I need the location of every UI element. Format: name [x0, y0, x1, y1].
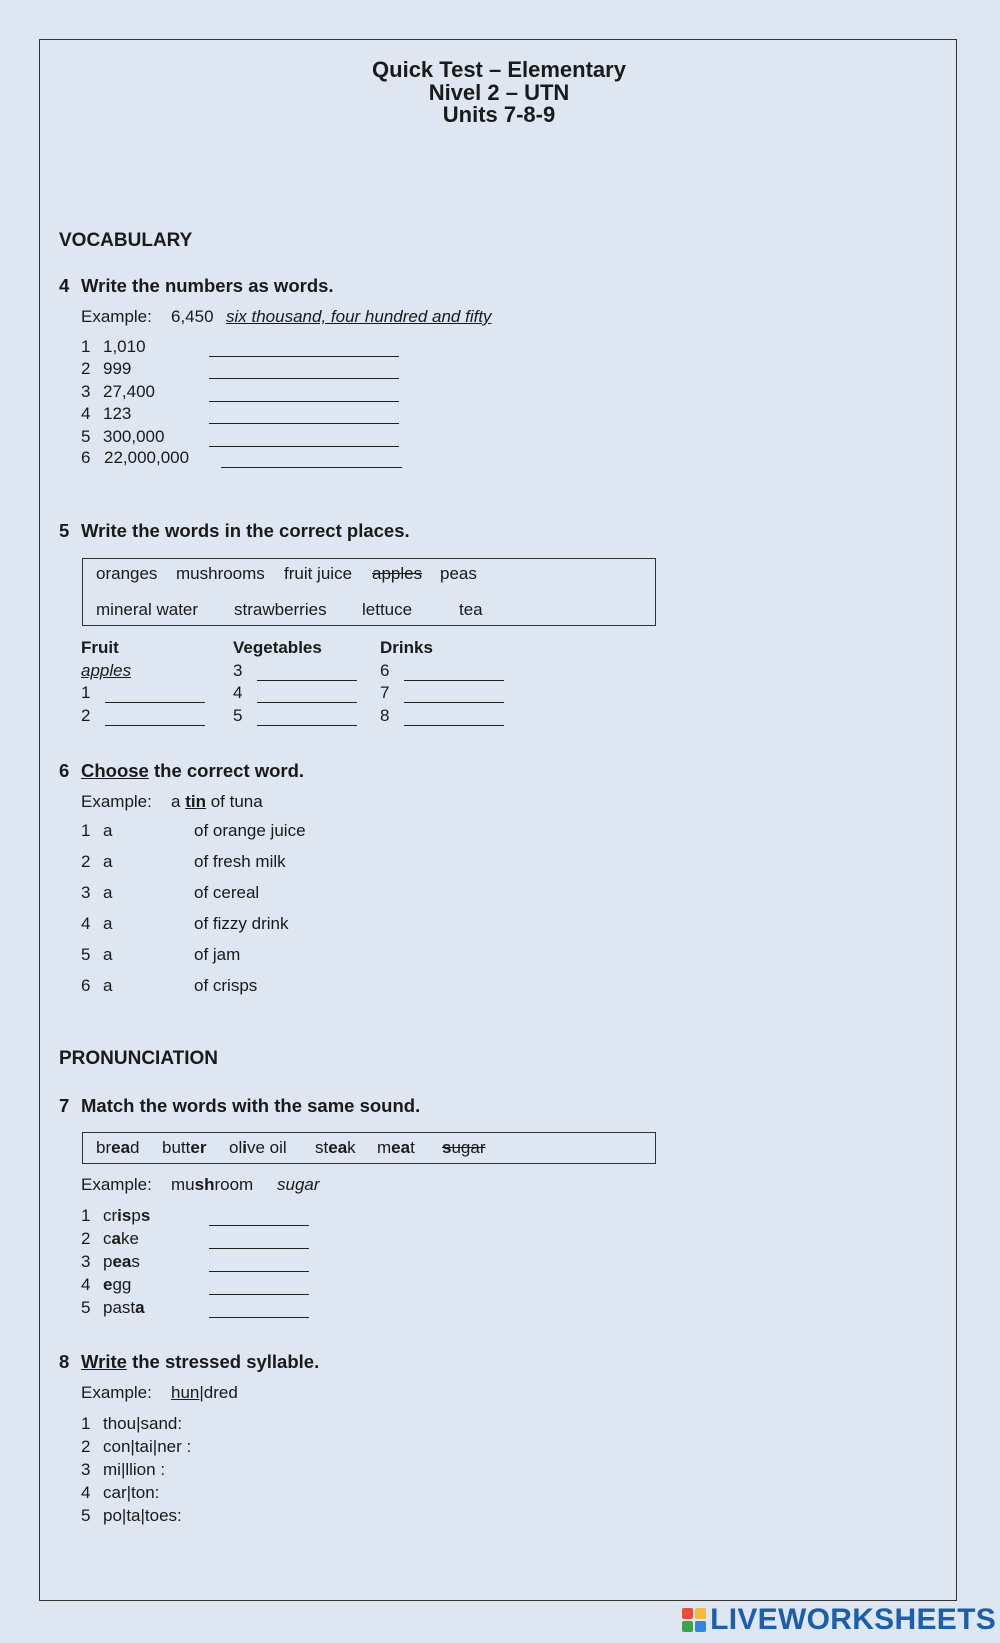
- ex8-item-2-num: 2: [81, 1437, 91, 1456]
- ex7-word-olive-oil: olive oil: [229, 1138, 287, 1157]
- ex5-col-drinks: Drinks: [380, 638, 433, 657]
- logo-square: [695, 1621, 706, 1632]
- ex4-example-answer: six thousand, four hundred and fifty: [226, 307, 492, 326]
- ex5-number: 5: [59, 520, 70, 541]
- ex4-number: 4: [59, 275, 70, 296]
- ex4-item-6-num: 6: [81, 448, 91, 467]
- title-line-1: Quick Test – Elementary: [372, 57, 626, 82]
- ex5-word-mineral-water: mineral water: [96, 600, 199, 619]
- ex7-item-5-word: pasta: [103, 1298, 145, 1317]
- ex6-item-1-num: 1: [81, 821, 91, 840]
- ex6-instruction: [81, 760, 304, 782]
- logo-square: [682, 1608, 693, 1619]
- ex6-example-label: Example:: [81, 792, 152, 811]
- ex7-item-1-word: crisps: [103, 1206, 151, 1225]
- ex4-item-3-blank[interactable]: [209, 385, 399, 402]
- ex8-item-2-word[interactable]: con|tai|ner :: [103, 1437, 192, 1456]
- ex4-item-4-num: 4: [81, 404, 91, 423]
- ex5-veg-5-blank[interactable]: [257, 709, 357, 726]
- ex5-word-fruit-juice: fruit juice: [284, 564, 353, 583]
- ex4-item-2-blank[interactable]: [209, 362, 399, 379]
- ex8-item-5-num: 5: [81, 1506, 91, 1525]
- section-vocabulary: VOCABULARY: [59, 230, 193, 251]
- worksheet-page: [39, 39, 957, 1601]
- ex8-example-word: [171, 1383, 238, 1403]
- ex6-example-rest: of tuna: [210, 792, 263, 811]
- ex6-instruction-rest: the correct word.: [153, 760, 305, 781]
- ex5-word-lettuce: lettuce: [362, 600, 413, 619]
- ex8-example-label: Example:: [81, 1383, 152, 1402]
- ex8-item-5-word[interactable]: po|ta|toes:: [103, 1506, 182, 1525]
- ex4-item-4-value: 123: [103, 404, 132, 423]
- ex4-item-5-num: 5: [81, 427, 91, 446]
- ex7-item-2-num: 2: [81, 1229, 91, 1248]
- ex4-example-label: Example:: [81, 307, 152, 326]
- ex8-item-4-num: 4: [81, 1483, 91, 1502]
- ex6-item-5-article: a: [103, 945, 113, 964]
- ex7-word-sugar: sugar: [442, 1138, 486, 1157]
- ex6-example: [171, 792, 263, 812]
- section-pronunciation: PRONUNCIATION: [59, 1048, 219, 1069]
- ex5-word-mushrooms: mushrooms: [176, 564, 265, 583]
- ex6-item-4-text: of fizzy drink: [194, 914, 289, 933]
- ex6-item-1-text: of orange juice: [194, 821, 306, 840]
- title-line-3: Units 7-8-9: [442, 102, 556, 127]
- ex6-item-6-text: of crisps: [194, 976, 258, 995]
- ex4-item-2-num: 2: [81, 359, 91, 378]
- ex5-veg-3-blank[interactable]: [257, 664, 357, 681]
- ex7-word-butter: butter: [162, 1138, 207, 1157]
- ex7-word-bread: bread: [96, 1138, 140, 1157]
- ex4-item-1-num: 1: [81, 337, 91, 356]
- ex6-item-2-num: 2: [81, 852, 91, 871]
- ex4-item-1-blank[interactable]: [209, 340, 399, 357]
- ex6-item-4-num: 4: [81, 914, 91, 933]
- ex6-example-word: tin: [185, 792, 206, 811]
- ex4-item-1-value: 1,010: [103, 337, 146, 356]
- ex4-item-3-value: 27,400: [103, 382, 155, 401]
- ex6-item-2-article: a: [103, 852, 113, 871]
- ex7-item-4-word: egg: [103, 1275, 132, 1294]
- ex8-item-1-word[interactable]: thou|sand:: [103, 1414, 183, 1433]
- title-line-2: Nivel 2 – UTN: [428, 80, 570, 105]
- ex7-item-2-blank[interactable]: [209, 1232, 309, 1249]
- ex5-veg-3-num: 3: [233, 661, 243, 680]
- logo-text: LIVEWORKSHEETS: [710, 1603, 996, 1636]
- ex8-example-rest: |dred: [199, 1383, 238, 1402]
- ex5-drink-7-blank[interactable]: [404, 686, 504, 703]
- ex8-instruction-verb: Write: [81, 1351, 127, 1372]
- ex5-drink-8-num: 8: [380, 706, 390, 725]
- ex8-item-3-word[interactable]: mi|llion :: [103, 1460, 166, 1479]
- ex7-item-1-num: 1: [81, 1206, 91, 1225]
- ex4-item-3-num: 3: [81, 382, 91, 401]
- ex7-item-4-blank[interactable]: [209, 1278, 309, 1295]
- ex8-item-4-word[interactable]: car|ton:: [103, 1483, 160, 1502]
- ex8-instruction-rest: the stressed syllable.: [132, 1351, 320, 1372]
- ex6-item-4-article: a: [103, 914, 113, 933]
- ex6-item-3-num: 3: [81, 883, 91, 902]
- ex5-veg-4-num: 4: [233, 683, 243, 702]
- ex7-item-5-blank[interactable]: [209, 1301, 309, 1318]
- ex6-item-5-num: 5: [81, 945, 91, 964]
- ex7-example-label: Example:: [81, 1175, 152, 1194]
- ex6-item-2-text: of fresh milk: [194, 852, 286, 871]
- ex7-item-3-word: peas: [103, 1252, 140, 1271]
- ex8-item-3-num: 3: [81, 1460, 91, 1479]
- ex5-drink-8-blank[interactable]: [404, 709, 504, 726]
- ex5-word-peas: peas: [440, 564, 477, 583]
- ex7-item-2-word: cake: [103, 1229, 139, 1248]
- ex5-word-tea: tea: [459, 600, 483, 619]
- logo-square: [682, 1621, 693, 1632]
- ex4-item-5-blank[interactable]: [209, 430, 399, 447]
- logo-square: [695, 1608, 706, 1619]
- ex7-item-4-num: 4: [81, 1275, 91, 1294]
- ex6-item-3-text: of cereal: [194, 883, 260, 902]
- ex4-item-6-value: 22,000,000: [104, 448, 190, 467]
- ex7-instruction: Match the words with the same sound.: [81, 1095, 421, 1116]
- ex6-item-5-text: of jam: [194, 945, 241, 964]
- ex7-word-steak: steak: [315, 1138, 356, 1157]
- logo-mark-icon: [682, 1608, 706, 1632]
- ex4-example-value: 6,450: [171, 307, 214, 326]
- ex5-word-oranges: oranges: [96, 564, 158, 583]
- ex6-item-3-article: a: [103, 883, 113, 902]
- ex5-fruit-1-blank[interactable]: [105, 686, 205, 703]
- ex4-item-5-value: 300,000: [103, 427, 165, 446]
- ex7-item-5-num: 5: [81, 1298, 91, 1317]
- liveworksheets-logo: [682, 1602, 996, 1638]
- ex8-instruction: [81, 1351, 319, 1373]
- ex5-fruit-example: apples: [81, 661, 132, 680]
- ex7-item-3-num: 3: [81, 1252, 91, 1271]
- ex5-veg-4-blank[interactable]: [257, 686, 357, 703]
- ex5-drink-7-num: 7: [380, 683, 390, 702]
- ex5-col-fruit: Fruit: [81, 638, 119, 657]
- ex6-item-6-article: a: [103, 976, 113, 995]
- ex5-instruction: Write the words in the correct places.: [81, 520, 410, 541]
- ex7-item-3-blank[interactable]: [209, 1255, 309, 1272]
- ex7-number: 7: [59, 1095, 70, 1116]
- ex5-fruit-2-blank[interactable]: [105, 709, 205, 726]
- ex5-word-apples: apples: [372, 564, 423, 583]
- ex4-instruction: Write the numbers as words.: [81, 275, 334, 296]
- ex5-drink-6-num: 6: [380, 661, 390, 680]
- ex7-example-answer: sugar: [277, 1175, 320, 1194]
- ex4-item-6-blank[interactable]: [221, 451, 402, 468]
- ex5-drink-6-blank[interactable]: [404, 664, 504, 681]
- ex7-item-1-blank[interactable]: [209, 1209, 309, 1226]
- ex4-item-4-blank[interactable]: [209, 407, 399, 424]
- ex8-item-1-num: 1: [81, 1414, 91, 1433]
- ex8-example-stressed: hun: [171, 1383, 200, 1402]
- ex6-item-6-num: 6: [81, 976, 91, 995]
- ex6-number: 6: [59, 760, 70, 781]
- ex8-number: 8: [59, 1351, 70, 1372]
- ex7-example-word: mushroom: [171, 1175, 254, 1194]
- ex5-fruit-1-num: 1: [81, 683, 91, 702]
- ex6-instruction-verb: Choose: [81, 760, 149, 781]
- ex5-veg-5-num: 5: [233, 706, 243, 725]
- ex5-word-strawberries: strawberries: [234, 600, 327, 619]
- ex5-col-vegetables: Vegetables: [233, 638, 322, 657]
- ex4-item-2-value: 999: [103, 359, 132, 378]
- ex6-item-1-article: a: [103, 821, 113, 840]
- ex7-word-meat: meat: [377, 1138, 415, 1157]
- ex6-example-article: a: [171, 792, 181, 811]
- ex5-fruit-2-num: 2: [81, 706, 91, 725]
